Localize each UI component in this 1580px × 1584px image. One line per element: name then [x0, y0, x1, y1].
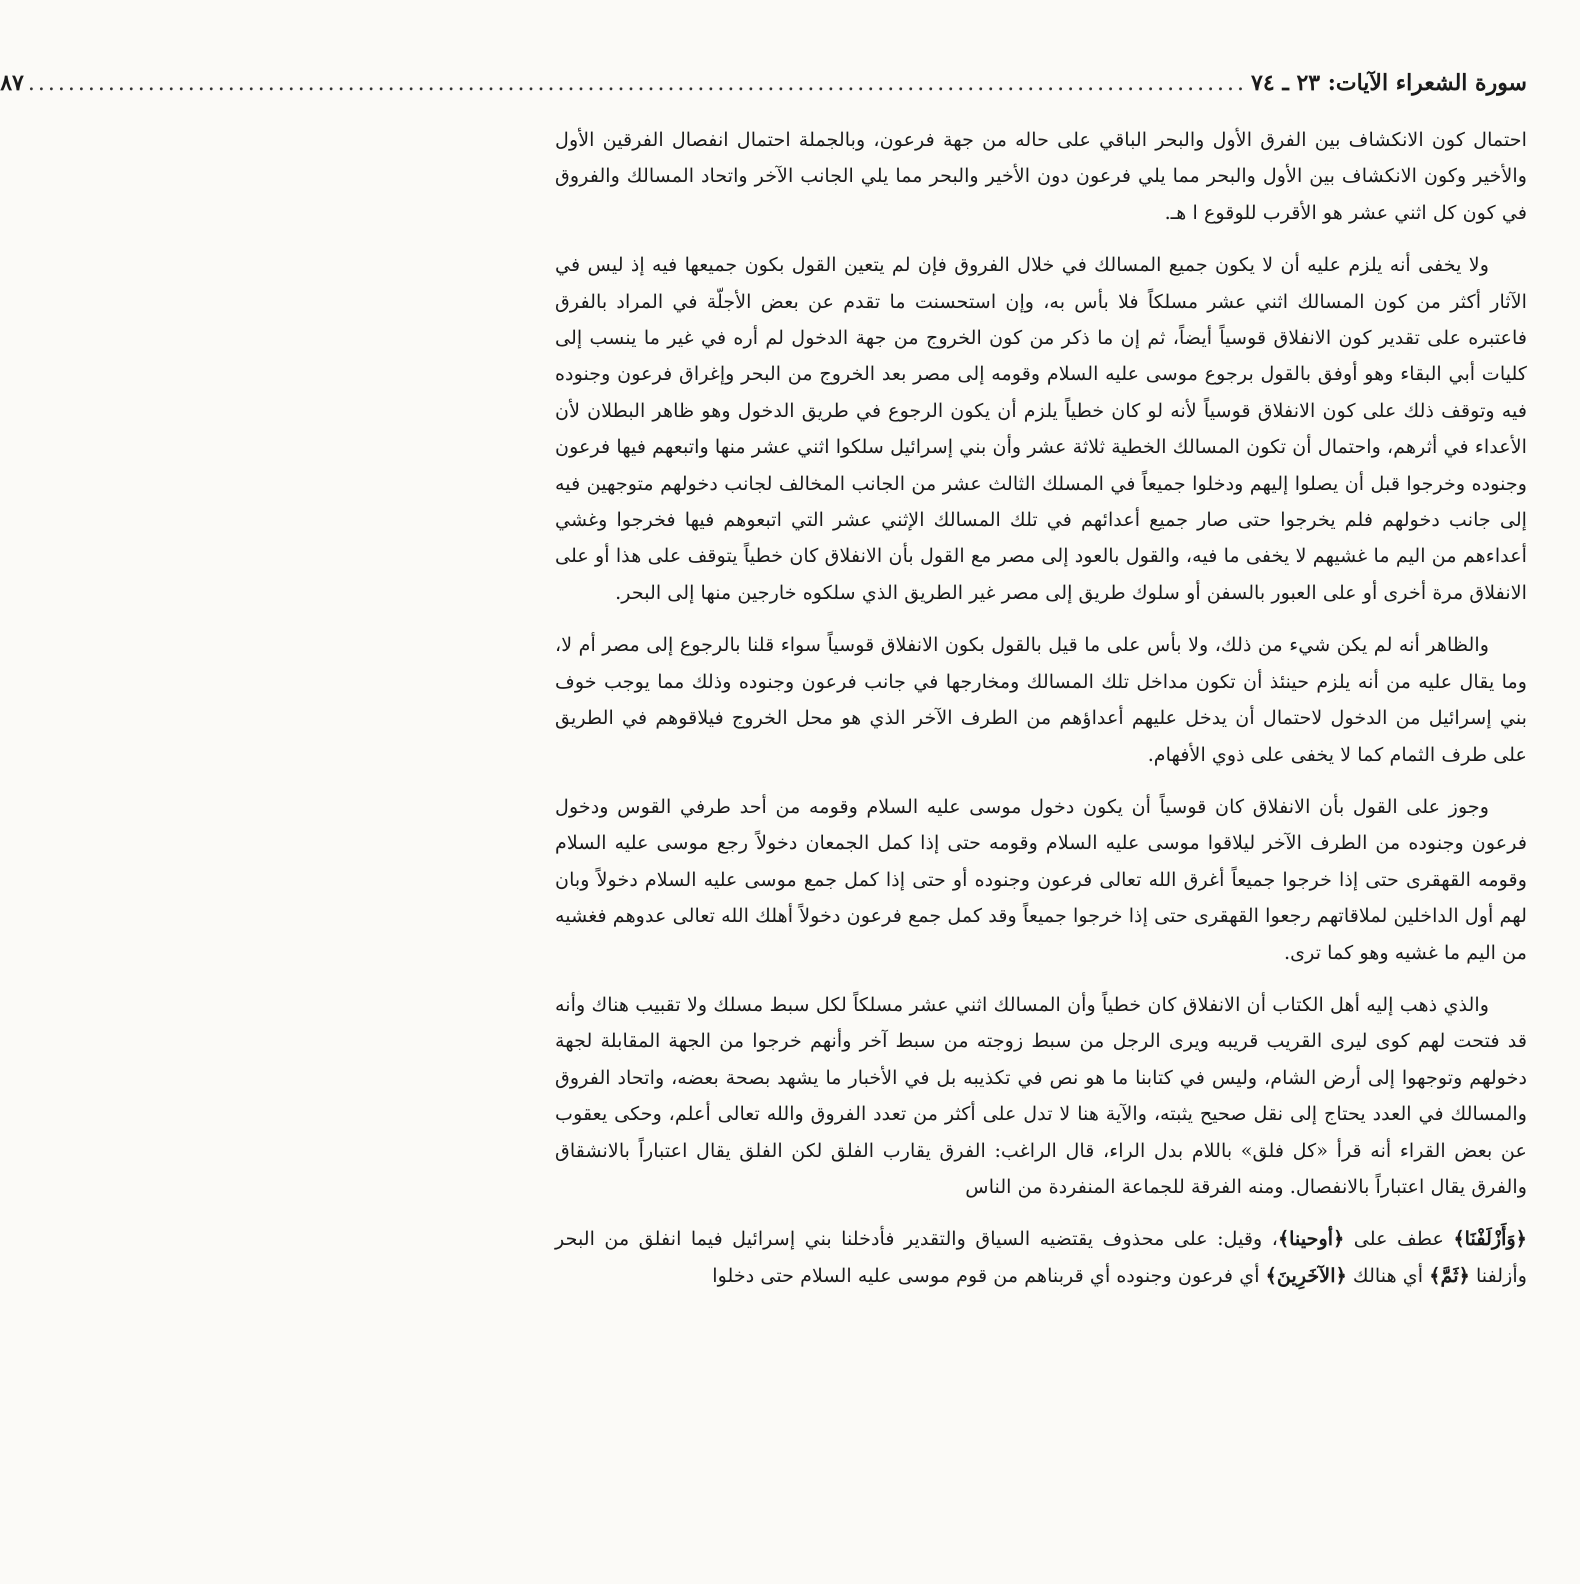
paragraph-with-quran-quotes: [555, 1221, 1527, 1294]
paragraph-fragment: أي فرعون وجنوده أي قربناهم من قوم موسى عليه السلام حتى دخلوا: [712, 1263, 1266, 1287]
dotted-leader: ..........................................................................................................................: [27, 71, 1248, 96]
quran-quote: ﴿الآخَرِينَ﴾: [1265, 1263, 1347, 1287]
page-number: ٨٧: [0, 70, 24, 96]
paragraph: ولا يخفى أنه يلزم عليه أن لا يكون جميع المسالك في خلال الفروق فإن لم يتعين القول بكون جميعها فيه إذ ليس في الآثار أكثر من كون المسالك اثني عشر مسلكاً فلا بأس به، وإن استحسنت ما تقدم عن بعض الأجلّة في المراد بالفرق فاعتبره على تقدير كون الانفلاق قوسياً أيضاً، ثم إن ما ذكر من كون الخروج من جهة الدخول لم أره في غير ما ينسب إلى كليات أبي البقاء وهو أوفق بالقول برجوع موسى عليه السلام وقومه إلى مصر بعد الخروج من البحر وإغراق فرعون وجنوده فيه وتوقف ذلك على كون الانفلاق قوسياً لأنه لو كان خطياً يلزم أن يكون الرجوع في طريق الدخول وهو ظاهر البطلان لأن الأعداء في أثرهم، واحتمال أن تكون المسالك الخطية ثلاثة عشر وأن بني إسرائيل سلكوا اثني عشر منها واتبعهم فيها فرعون وجنوده وخرجوا قبل أن يصلوا إليهم ودخلوا جميعاً في المسلك الثالث عشر من الجانب المخالف لجانب دخولهم متوجهين فيه إلى جانب دخولهم فلم يخرجوا حتى صار جميع أعدائهم في تلك المسالك الإثني عشر التي اتبعوهم فيها فخرجوا وغشي أعداءهم من اليم ما غشيهم لا يخفى ما فيه، والقول بالعود إلى مصر مع القول بأن الانفلاق كان خطياً يتوقف على هذا أو على الانفلاق مرة أخرى أو على العبور بالسفن أو سلوك طريق إلى مصر غير الطريق الذي سلكوه خارجين منها إلى البحر.: [555, 253, 1527, 604]
paragraph: والذي ذهب إليه أهل الكتاب أن الانفلاق كان خطياً وأن المسالك اثني عشر مسلكاً لكل سبط مسلك ولا تقبيب هناك وأنه قد فتحت لهم كوى ليرى القريب قريبه ويرى الرجل من سبط زوجته من سبط آخر وأنهم خرجوا من الجهة المقابلة لجهة دخولهم وتوجهوا إلى أرض الشام، وليس في كتابنا ما هو نص في تكذيبه بل في الأخبار ما يشهد بصحة بعضه، واتحاد الفروق والمسالك في العدد يحتاج إلى نقل صحيح يثبته، والآية هنا لا تدل على أكثر من تعدد الفروق والله تعالى أعلم، وحكى يعقوب عن بعض القراء أنه قرأ «كل فلق» باللام بدل الراء، قال الراغب: الفرق يقارب الفلق لكن الفلق يقال اعتباراً بالانشقاق والفرق يقال اعتباراً بالانفصال. ومنه الفرقة للجماعة المنفردة من الناس: [555, 992, 1527, 1198]
book-page: [0, 70, 1527, 1570]
body-text: [555, 122, 1527, 1294]
paragraph-fragment: ، وقيل: على محذوف يقتضيه السياق والتقدير فأدخلنا بني إسرائيل فيما انفلق من البحر وأزلفنا: [555, 1227, 1527, 1287]
paragraph-fragment: أي هنالك: [1346, 1263, 1430, 1287]
header-title: سورة الشعراء الآيات: ٢٣ ـ ٧٤: [1251, 70, 1527, 96]
quran-quote: ﴿وَأَزْلَفْنَا﴾: [1453, 1227, 1527, 1251]
running-header: [0, 70, 1527, 110]
quran-quote: ﴿أوحينا﴾: [1277, 1227, 1345, 1251]
paragraph-fragment: عطف على: [1344, 1227, 1454, 1251]
paragraph: احتمال كون الانكشاف بين الفرق الأول والبحر الباقي على حاله من جهة فرعون، وبالجملة احتمال انفصال الفرقين الأول والأخير وكون الانكشاف بين الأول والبحر مما يلي فرعون دون الأخير والبحر مما يلي الجانب الآخر واتحاد المسالك والفروق في كون كل اثني عشر هو الأقرب للوقوع ا هـ.: [555, 128, 1527, 224]
paragraph: وجوز على القول بأن الانفلاق كان قوسياً أن يكون دخول موسى عليه السلام وقومه من أحد طرفي القوس ودخول فرعون وجنوده من الطرف الآخر ليلاقوا موسى عليه السلام وقومه حتى إذا كمل الجمعان دخولاً رجع موسى عليه السلام وقومه القهقرى حتى إذا خرجوا جميعاً أغرق الله تعالى فرعون وجنوده أو حتى إذا كمل جمع موسى عليه السلام دخولاً وبان لهم أول الداخلين لملاقاتهم رجعوا القهقرى حتى إذا خرجوا جميعاً وقد كمل جمع فرعون دخولاً أهلك الله تعالى عدوهم فغشيه من اليم ما غشيه وهو كما ترى.: [555, 794, 1527, 964]
paragraph: والظاهر أنه لم يكن شيء من ذلك، ولا بأس على ما قيل بالقول بكون الانفلاق قوسياً سواء قلنا بالرجوع إلى مصر أم لا، وما يقال عليه من أنه يلزم حينئذ أن تكون مداخل تلك المسالك ومخارجها في جانب فرعون وجنوده وذلك مما يوجب خوف بني إسرائيل من الدخول لاحتمال أن يدخل عليهم أعداؤهم من الطرف الآخر الذي هو محل الخروج فيلاقوهم في الطريق على طرف الثمام كما لا يخفى على ذوي الأفهام.: [555, 633, 1527, 766]
quran-quote: ﴿ثَمَّ﴾: [1429, 1263, 1470, 1287]
